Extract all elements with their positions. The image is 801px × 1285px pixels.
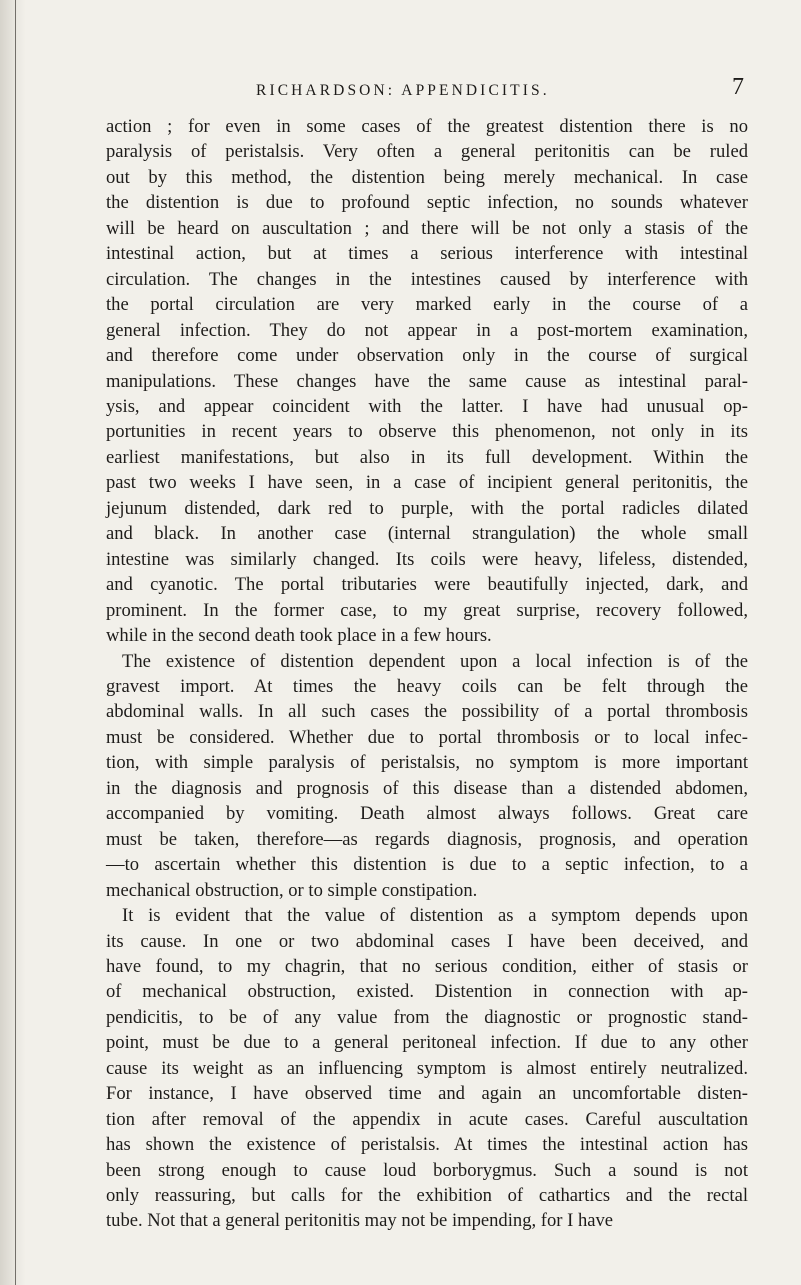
text-line: will be heard on auscultation ; and there will be not only a stasis of the <box>106 217 748 239</box>
text-line: For instance, I have observed time and again an uncomfortable disten- <box>106 1083 748 1105</box>
text-line: intestine was similarly changed. Its coils were heavy, lifeless, distended, <box>106 548 748 570</box>
body-text <box>106 114 748 1234</box>
text-line: only reassuring, but calls for the exhibition of cathartics and the rectal <box>106 1185 748 1207</box>
text-line: jejunum distended, dark red to purple, with the portal radicles dilated <box>106 497 748 519</box>
text-line: mechanical obstruction, or to simple constipation. <box>106 879 478 901</box>
text-line: must be taken, therefore—as regards diagnosis, prognosis, and operation <box>106 828 748 850</box>
text-line: been strong enough to cause loud borborygmus. Such a sound is not <box>106 1159 748 1181</box>
text-line: the distention is due to profound septic infection, no sounds whatever <box>106 192 748 214</box>
paragraph <box>106 649 748 904</box>
text-line: its cause. In one or two abdominal cases I have been deceived, and <box>106 930 748 952</box>
text-line: while in the second death took place in a few hours. <box>106 625 492 647</box>
text-line: has shown the existence of peristalsis. At times the intestinal action has <box>106 1134 748 1156</box>
text-line: out by this method, the distention being merely mechanical. In case <box>106 166 748 188</box>
text-line: intestinal action, but at times a serious interference with intestinal <box>106 243 748 265</box>
page-spine-shadow <box>0 0 26 1285</box>
text-line: tube. Not that a general peritonitis may not be impending, for I have <box>106 1210 614 1232</box>
text-line: tion, with simple paralysis of peristalsis, no symptom is more important <box>106 752 748 774</box>
text-line: have found, to my chagrin, that no serious condition, either of stasis or <box>106 955 748 977</box>
text-line: of mechanical obstruction, existed. Distention in connection with ap- <box>106 981 748 1003</box>
text-line: cause its weight as an influencing symptom is almost entirely neutralized. <box>106 1057 748 1079</box>
text-line: and black. In another case (internal strangulation) the whole small <box>106 523 748 545</box>
text-line: the portal circulation are very marked early in the course of a <box>106 294 748 316</box>
text-line: portunities in recent years to observe this phenomenon, not only in its <box>106 421 748 443</box>
paragraph <box>106 903 748 1234</box>
text-line: The existence of distention dependent upon a local infection is of the <box>122 650 748 672</box>
page-number: 7 <box>732 74 744 100</box>
text-line: accompanied by vomiting. Death almost always follows. Great care <box>106 803 748 825</box>
text-line: and therefore come under observation only in the course of surgical <box>106 345 748 367</box>
text-line: manipulations. These changes have the same cause as intestinal paral- <box>106 370 748 392</box>
text-line: gravest import. At times the heavy coils can be felt through the <box>106 675 748 697</box>
text-line: general infection. They do not appear in a post-mortem examination, <box>106 319 748 341</box>
text-line: action ; for even in some cases of the greatest distention there is no <box>106 116 748 137</box>
text-line: earliest manifestations, but also in its full development. Within the <box>106 446 748 468</box>
text-line: ysis, and appear coincident with the latter. I have had unusual op- <box>106 395 748 417</box>
paragraph <box>106 114 748 649</box>
page-spine-edge <box>15 0 16 1285</box>
text-line: circulation. The changes in the intestines caused by interference with <box>106 268 748 290</box>
text-line: point, must be due to a general peritoneal infection. If due to any other <box>106 1032 748 1054</box>
text-line: in the diagnosis and prognosis of this disease than a distended abdomen, <box>106 777 748 799</box>
text-line: abdominal walls. In all such cases the possibility of a portal thrombosis <box>106 701 748 723</box>
text-line: tion after removal of the appendix in acute cases. Careful auscultation <box>106 1108 748 1130</box>
text-line: and cyanotic. The portal tributaries were beautifully injected, dark, and <box>106 574 748 596</box>
text-line: paralysis of peristalsis. Very often a general peritonitis can be ruled <box>106 141 748 163</box>
running-head: RICHARDSON: APPENDICITIS. <box>256 82 550 99</box>
text-line: pendicitis, to be of any value from the diagnostic or prognostic stand- <box>106 1006 748 1028</box>
text-line: must be considered. Whether due to portal thrombosis or to local infec- <box>106 726 748 748</box>
text-line: —to ascertain whether this distention is due to a septic infection, to a <box>106 854 748 876</box>
text-line: prominent. In the former case, to my great surprise, recovery followed, <box>106 599 748 621</box>
text-line: past two weeks I have seen, in a case of incipient general peritonitis, the <box>106 472 748 494</box>
text-line: It is evident that the value of distention as a symptom depends upon <box>122 905 748 927</box>
